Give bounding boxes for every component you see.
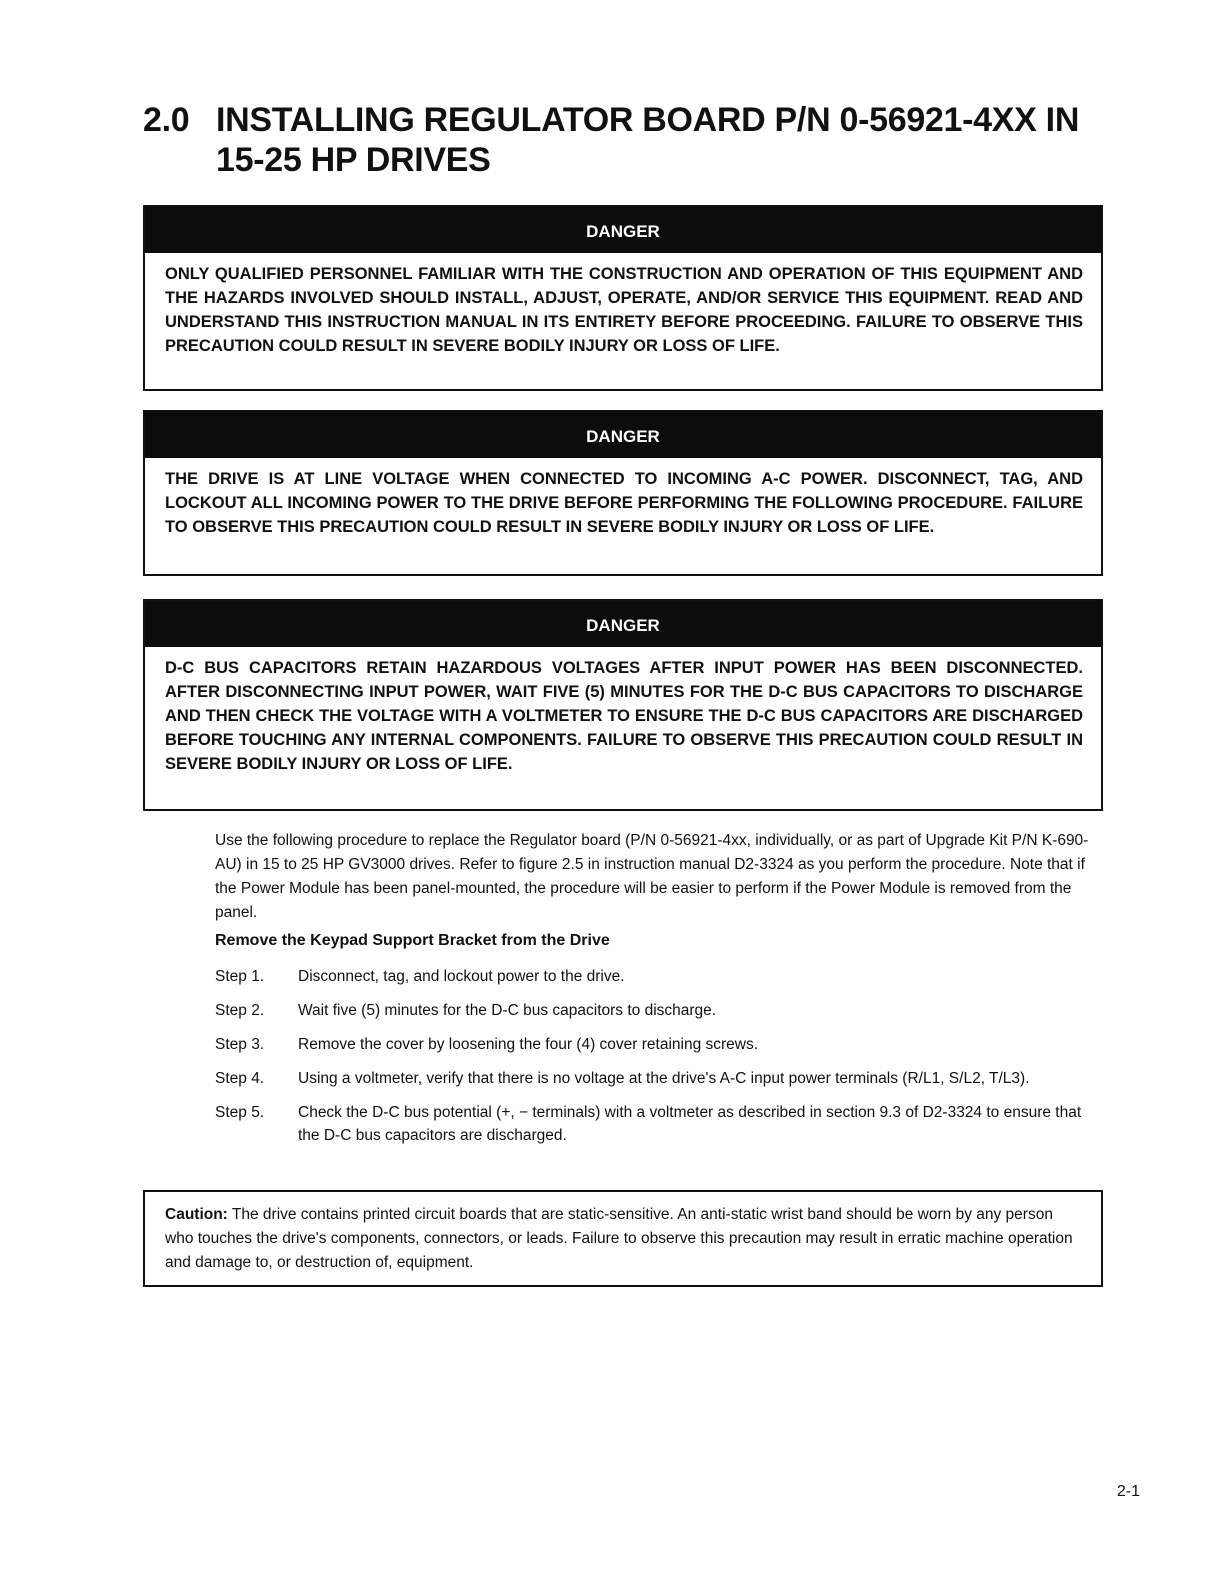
- danger-box-3: [143, 599, 1103, 811]
- step-text: Remove the cover by loosening the four (4) cover retaining screws.: [298, 1036, 759, 1053]
- step-list: [215, 965, 1105, 1158]
- caution-text: The drive contains printed circuit boards that are static-sensitive. An anti-static wrist band should be worn by any person who touches the drive's components, connectors, or leads. Failure to observe this precaution may result in erratic machine operation and damage to, or destruction of, equipment.: [165, 1206, 1073, 1271]
- danger-text: D-C BUS CAPACITORS RETAIN HAZARDOUS VOLTAGES AFTER INPUT POWER HAS BEEN DISCONNECTED. AFTER DISCONNECTING INPUT POWER, WAIT FIVE (5) MINUTES FOR THE D-C BUS CAPACITORS TO DISCHARGE AND THEN CHECK THE VOLTAGE WITH A VOLTMETER TO ENSURE THE D-C BUS CAPACITORS ARE DISCHARGED BEFORE TOUCHING ANY INTERNAL COMPONENTS. FAILURE TO OBSERVE THIS PRECAUTION COULD RESULT IN SEVERE BODILY INJURY OR LOSS OF LIFE.: [165, 659, 1083, 773]
- page-title: [143, 100, 1123, 180]
- danger-label: DANGER: [145, 207, 1101, 253]
- step-text: Disconnect, tag, and lockout power to the drive.: [298, 968, 625, 985]
- step-label: Step 2.: [215, 1002, 265, 1019]
- subheading: Remove the Keypad Support Bracket from the Drive: [215, 932, 610, 949]
- step-text: Check the D-C bus potential (+, − terminals) with a voltmeter as described in section 9.3 of D2-3324 to ensure that the D-C bus capacitors are discharged.: [298, 1104, 1082, 1144]
- step-label: Step 4.: [215, 1070, 265, 1087]
- danger-text: THE DRIVE IS AT LINE VOLTAGE WHEN CONNECTED TO INCOMING A-C POWER. DISCONNECT, TAG, AND LOCKOUT ALL INCOMING POWER TO THE DRIVE BEFORE PERFORMING THE FOLLOWING PROCEDURE. FAILURE TO OBSERVE THIS PRECAUTION COULD RESULT IN SEVERE BODILY INJURY OR LOSS OF LIFE.: [165, 470, 1083, 536]
- step-label: Step 1.: [215, 968, 265, 985]
- section-title: INSTALLING REGULATOR BOARD P/N 0-56921-4XX IN 15-25 HP DRIVES: [216, 101, 1080, 179]
- step-item: [215, 965, 1105, 988]
- step-text: Using a voltmeter, verify that there is no voltage at the drive's A-C input power terminals (R/L1, S/L2, T/L3).: [298, 1070, 1030, 1087]
- step-label: Step 3.: [215, 1036, 265, 1053]
- step-item: [215, 1101, 1105, 1147]
- danger-label: DANGER: [145, 412, 1101, 458]
- intro-paragraph: Use the following procedure to replace the Regulator board (P/N 0-56921-4xx, individually, or as part of Upgrade Kit P/N K-690-AU) in 15 to 25 HP GV3000 drives. Refer to figure 2.5 in instruction manual D2-3324 as you perform the procedure. Note that if the Power Module has been panel-mounted, the procedure will be easier to perform if the Power Module is removed from the panel.: [215, 832, 1089, 921]
- caution-label: Caution:: [165, 1206, 228, 1223]
- step-text: Wait five (5) minutes for the D-C bus capacitors to discharge.: [298, 1002, 717, 1019]
- step-item: [215, 1033, 1105, 1056]
- step-label: Step 5.: [215, 1104, 265, 1121]
- danger-box-1: [143, 205, 1103, 391]
- caution-box: [143, 1190, 1103, 1287]
- danger-text: ONLY QUALIFIED PERSONNEL FAMILIAR WITH THE CONSTRUCTION AND OPERATION OF THIS EQUIPMENT AND THE HAZARDS INVOLVED SHOULD INSTALL, ADJUST, OPERATE, AND/OR SERVICE THIS EQUIPMENT. READ AND UNDERSTAND THIS INSTRUCTION MANUAL IN ITS ENTIRETY BEFORE PROCEEDING. FAILURE TO OBSERVE THIS PRECAUTION COULD RESULT IN SEVERE BODILY INJURY OR LOSS OF LIFE.: [165, 265, 1083, 355]
- page-number: 2-1: [1116, 1483, 1140, 1500]
- step-item: [215, 1067, 1105, 1090]
- danger-box-2: [143, 410, 1103, 576]
- danger-label: DANGER: [145, 601, 1101, 647]
- step-item: [215, 999, 1105, 1022]
- section-number: 2.0: [143, 101, 190, 139]
